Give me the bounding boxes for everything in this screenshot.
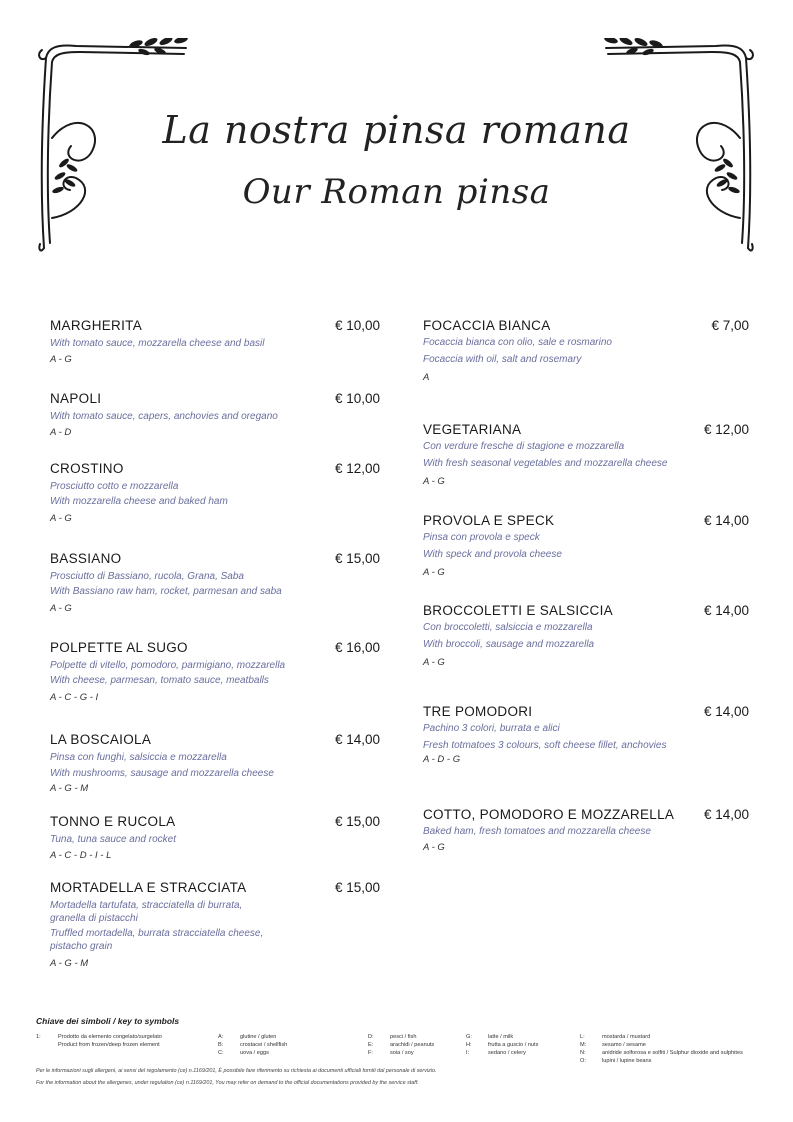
- legend-key-h: H:: [466, 1042, 472, 1048]
- item-name: CROSTINO: [50, 461, 124, 476]
- legend-text-c: uova / eggs: [240, 1050, 269, 1056]
- item-description-it-2: granella di pistacchi: [50, 912, 138, 924]
- item-allergens: A - G: [423, 657, 445, 668]
- item-name: PROVOLA E SPECK: [423, 513, 555, 528]
- legend-frozen-it: Prodotto da elemento congelato/surgelato: [58, 1034, 162, 1040]
- item-allergens: A - G: [423, 476, 445, 487]
- legend-frozen-en: Product from frozen/deep frozen element: [58, 1042, 160, 1048]
- item-price: € 14,00: [703, 704, 749, 719]
- item-price: € 12,00: [703, 422, 749, 437]
- item-price: € 16,00: [334, 640, 380, 655]
- item-price: € 10,00: [334, 391, 380, 406]
- legend-text-e: arachidi / peanuts: [390, 1042, 435, 1048]
- item-name: VEGETARIANA: [423, 422, 522, 437]
- allergen-footnote-english: For the information about the allergenes, under regulation (ce) n.1169/201, You may refer on demand to the official documentations provided by the service staff.: [36, 1080, 419, 1086]
- legend-key-f: F:: [368, 1050, 373, 1056]
- item-allergens: A - D: [50, 426, 72, 438]
- item-allergens: A - G: [423, 841, 445, 853]
- legend-frozen-key: 1:: [36, 1034, 41, 1040]
- item-allergens: A - G - M: [50, 783, 89, 794]
- menu-item-napoli: [50, 391, 380, 438]
- allergen-footnote-italian: Per le informazioni sugli allergeni, ai sensi del regolamento (ce) n.1169/201, È possibile fare riferimento su richiesta ai documenti ufficiali forniti dal personale di servizio.: [36, 1068, 437, 1074]
- legend-key-b: B:: [218, 1042, 224, 1048]
- item-name: MORTADELLA E STRACCIATA: [50, 880, 247, 895]
- item-description-it: Polpette di vitello, pomodoro, parmigiano, mozzarella: [50, 660, 286, 671]
- legend-key-l: L:: [580, 1034, 585, 1040]
- item-description-it: Pachino 3 colori, burrata e alici: [423, 723, 560, 734]
- menu-item-cotto-pomodoro-e-mozzarella: [423, 807, 749, 853]
- legend-text-d: pesci / fish: [390, 1034, 417, 1040]
- item-description: Baked ham, fresh tomatoes and mozzarella cheese: [423, 826, 651, 837]
- item-allergens: A - G - M: [50, 958, 89, 969]
- item-name: BASSIANO: [50, 551, 122, 566]
- item-description-en: With mushrooms, sausage and mozzarella cheese: [50, 767, 274, 779]
- legend-key-g: G:: [466, 1034, 472, 1040]
- menu-item-polpette-al-sugo: [50, 640, 380, 703]
- legend-text-o: lupini / lupine beans: [602, 1058, 652, 1064]
- item-description-it: Focaccia bianca con olio, sale e rosmarino: [423, 337, 612, 348]
- legend-key-e: E:: [368, 1042, 374, 1048]
- item-price: € 10,00: [334, 318, 380, 333]
- menu-item-bassiano: [50, 551, 380, 614]
- legend-key-d: D:: [368, 1034, 374, 1040]
- item-price: € 7,00: [711, 318, 749, 333]
- item-name: TONNO E RUCOLA: [50, 814, 176, 829]
- item-name: NAPOLI: [50, 391, 102, 406]
- item-price: € 14,00: [334, 732, 380, 747]
- item-allergens: A - D - G: [423, 754, 461, 765]
- legend-text-l: mostarda / mustard: [602, 1034, 651, 1040]
- item-allergens: A - C - G - I: [50, 692, 99, 703]
- item-allergens: A - G: [50, 353, 72, 365]
- item-price: € 15,00: [334, 814, 380, 829]
- item-description-it: Con verdure fresche di stagione e mozzarella: [423, 441, 625, 452]
- item-description-en: With mozzarella cheese and baked ham: [50, 495, 228, 507]
- legend-text-n: anidride solforosa e solfiti / Sulphur dioxide and sulphites: [602, 1050, 743, 1056]
- legend-key-c: C:: [218, 1050, 224, 1056]
- item-allergens: A - C - D - I - L: [50, 849, 112, 861]
- item-allergens: A - G: [50, 603, 72, 614]
- menu-item-mortadella-e-stracciata: [50, 880, 380, 969]
- item-name: BROCCOLETTI E SALSICCIA: [423, 603, 613, 618]
- legend-key-a: A:: [218, 1034, 224, 1040]
- legend-key-o: O:: [580, 1058, 586, 1064]
- item-price: € 14,00: [703, 807, 749, 822]
- item-name: POLPETTE AL SUGO: [50, 640, 188, 655]
- legend-key-n: N:: [580, 1050, 586, 1056]
- legend-text-a: glutine / gluten: [240, 1034, 277, 1040]
- menu-item-focaccia-bianca: [423, 318, 749, 383]
- item-description-en: With cheese, parmesan, tomato sauce, meatballs: [50, 674, 269, 686]
- item-description-en: With Bassiano raw ham, rocket, parmesan and saba: [50, 585, 282, 597]
- menu-title-italian: La nostra pinsa romana: [162, 108, 631, 152]
- item-description-it-1: Mortadella tartufata, stracciatella di burrata,: [50, 900, 243, 911]
- item-description-en: Focaccia with oil, salt and rosemary: [423, 353, 582, 365]
- legend-text-h: frutta a guscio / nuts: [488, 1042, 539, 1048]
- legend-text-f: soia / soy: [390, 1050, 414, 1056]
- legend-text-g: latte / milk: [488, 1034, 514, 1040]
- item-price: € 14,00: [703, 603, 749, 618]
- item-description: Tuna, tuna sauce and rocket: [50, 834, 177, 845]
- menu-title-english: Our Roman pinsa: [242, 172, 551, 212]
- legend-key-m: M:: [580, 1042, 587, 1048]
- menu-item-broccoletti-e-salsiccia: [423, 603, 749, 668]
- item-description-en: With broccoli, sausage and mozzarella: [423, 638, 595, 650]
- menu-item-provola-e-speck: [423, 513, 749, 578]
- item-name: TRE POMODORI: [423, 704, 533, 719]
- item-price: € 14,00: [703, 513, 749, 528]
- legend-key-i: I:: [466, 1050, 470, 1056]
- item-name: COTTO, POMODORO E MOZZARELLA: [423, 807, 675, 822]
- item-name: MARGHERITA: [50, 318, 143, 333]
- menu-item-la-boscaiola: [50, 732, 380, 794]
- item-description-en: With fresh seasonal vegetables and mozzarella cheese: [423, 457, 668, 469]
- item-description-it: Prosciutto di Bassiano, rucola, Grana, Saba: [50, 571, 244, 582]
- item-price: € 15,00: [334, 880, 380, 895]
- item-price: € 12,00: [334, 461, 380, 476]
- menu-item-tre-pomodori: [423, 704, 749, 765]
- item-name: FOCACCIA BIANCA: [423, 318, 551, 333]
- item-description-en: With speck and provola cheese: [423, 548, 562, 560]
- item-description-it: Con broccoletti, salsiccia e mozzarella: [423, 622, 593, 633]
- item-description-en-1: Truffled mortadella, burrata stracciatella cheese,: [50, 928, 264, 939]
- item-description-it: Prosciutto cotto e mozzarella: [50, 481, 179, 492]
- menu-item-margherita: [50, 318, 380, 365]
- item-allergens: A - G: [50, 513, 72, 524]
- item-description-it: Pinsa con funghi, salsiccia e mozzarella: [50, 752, 227, 763]
- item-description-en: Fresh totmatoes 3 colours, soft cheese fillet, anchovies: [423, 739, 667, 751]
- item-description-en-2: pistacho grain: [50, 940, 113, 952]
- legend-text-m: sesamo / sesame: [602, 1042, 646, 1048]
- menu-item-crostino: [50, 461, 380, 524]
- item-price: € 15,00: [334, 551, 380, 566]
- item-description: With tomato sauce, capers, anchovies and oregano: [50, 411, 278, 422]
- item-name: LA BOSCAIOLA: [50, 732, 152, 747]
- item-allergens: A: [423, 372, 430, 383]
- menu-item-tonno-e-rucola: [50, 814, 380, 861]
- item-description: With tomato sauce, mozzarella cheese and basil: [50, 338, 265, 349]
- legend-text-b: crostacei / shellfish: [240, 1042, 288, 1048]
- item-description-it: Pinsa con provola e speck: [423, 532, 540, 543]
- legend-title: Chiave dei simboli / key to symbols: [36, 1016, 180, 1026]
- menu-item-vegetariana: [423, 422, 749, 487]
- legend-text-i: sedano / celery: [488, 1050, 526, 1056]
- item-allergens: A - G: [423, 567, 445, 578]
